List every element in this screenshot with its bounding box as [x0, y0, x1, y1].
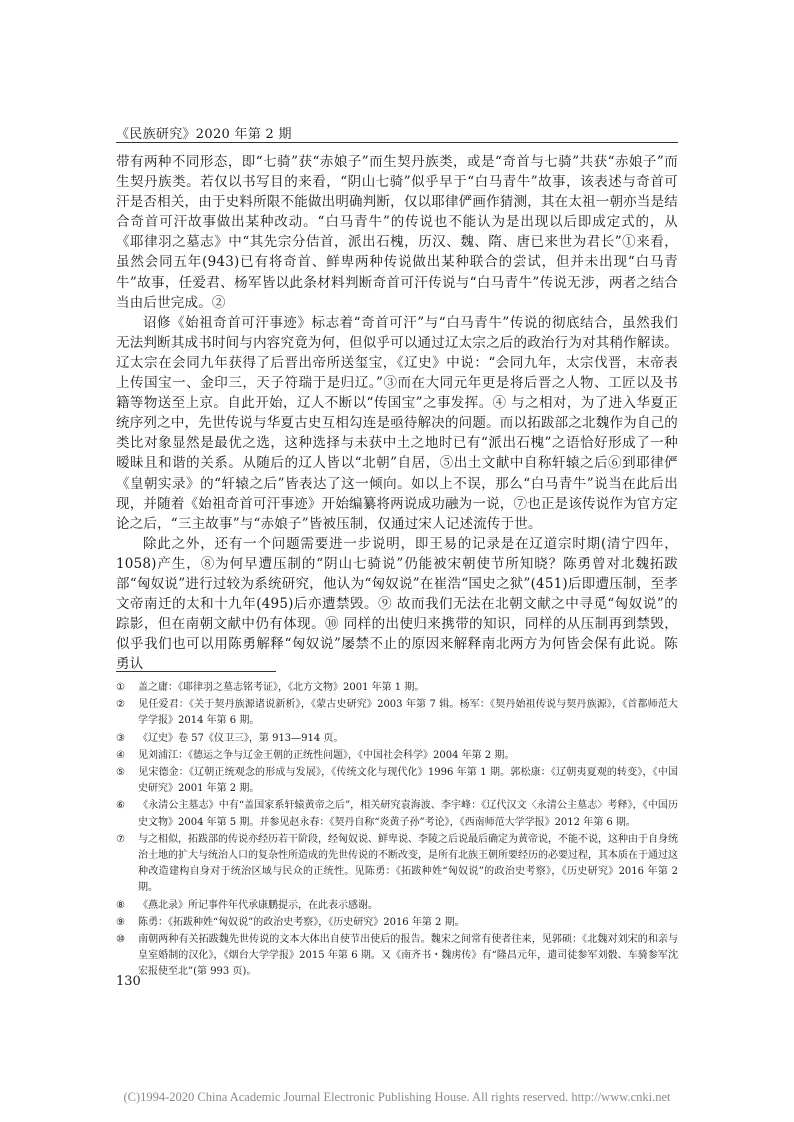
footnote [116, 731, 678, 747]
footnote-rule [116, 671, 276, 672]
footnote [116, 832, 678, 897]
footnote-mark: ④ [116, 749, 125, 761]
body-paragraph-2: 诏修《始祖奇首可汗事迹》标志着“奇首可汗”与“白马青牛”传说的彻底结合，虽然我们无法判断其成书时间与内容究竟为何，但似乎可以通过辽太宗之后的政治行为对其稍作解读。辽太宗在会同九年获得了后晋出帝所送玺宝，《辽史》中说：“会同九年，太宗伐晋，末帝表上传国宝一、金印三，天子符瑞于是归辽。”③而在大同元年更是将后晋之人物、工匠以及书籍等物送至上京。自此开始，辽人不断以“传国宝”之事发挥。④ 与之相对，为了进入华夏正统序列之中，先世传说与华夏古史互相勾连是亟待解决的问题。而以拓跋部之北魏作为自己的类比对象显然是最优之选，这种选择与未获中土之地时已有“派出石槐”之语恰好形成了一种暧昧且和谐的关系。从随后的辽人皆以“北朝”自居，⑤出土文献中自称轩辕之后⑥到耶律俨《皇朝实录》的“轩辕之后”皆表达了这一倾向。如以上不误，那么“白马青牛”说当在此后出现，并随着《始祖奇首可汗事迹》开始编纂将两说成功融为一说，⑦也正是该传说作为官方定论之后，“三主故事”与“赤娘子”皆被压制，仅通过宋人记述流传于世。 [116, 314, 678, 532]
body-text [116, 152, 678, 674]
footnote-text: 《辽史》卷 57《仪卫三》，第 913—914 页。 [138, 732, 344, 744]
footnote-text: 见任爱君：《关于契丹族源诸说新析》，《蒙古史研究》2003 年第 7 辑。杨军：《契丹始祖传说与契丹族源》，《首都师范大学学报》2014 年第 6 期。 [138, 699, 678, 727]
footnote-mark: ① [116, 682, 125, 693]
footnote [116, 748, 678, 764]
footnote-text: 盖之庸：《耶律羽之墓志铭考证》，《北方文物》2001 年第 1 期。 [138, 682, 425, 693]
footnote [116, 765, 678, 797]
body-paragraph-3: 除此之外，还有一个问题需要进一步说明，即王易的记录是在辽道宗时期(清宁四年，1058)产生，⑧为何早遭压制的“阴山七骑说”仍能被宋朝使节所知晓？陈勇曾对北魏拓跋部“匈奴说”进行过较为系统研究，他认为“匈奴说”在崔浩“国史之狱”(451)后即遭压制，至孝文帝南迁的太和十九年(495)后亦遭禁毁。⑨ 故而我们无法在北朝文献之中寻觅“匈奴说”的踪影，但在南朝文献中仍有体现。⑩ 同样的出使归来携带的知识，同样的从压制再到禁毁，似乎我们也可以用陈勇解释“匈奴说”屡禁不止的原因来解释南北两方为何皆会保有此说。陈勇认 [116, 535, 678, 673]
header-rule [116, 142, 678, 143]
copyright-notice: (C)1994-2020 China Academic Journal Electronic Publishing House. All rights reserved. http://www.cnki.net [123, 1090, 671, 1104]
body-paragraph-1: 带有两种不同形态，即“七骑”获“赤娘子”而生契丹族类，或是“奇首与七骑”共获“赤娘子”而生契丹族类。若仅以书写目的来看，“阴山七骑”似乎早于“白马青牛”故事，该表述与奇首可汗是否相关，由于史料所限不能做出明确判断，仅以耶律俨画作猜测，其在太祖一朝亦当是结合奇首可汗故事做出某种改动。“白马青牛”的传说也不能认为是出现以后即成定式的，从《耶律羽之墓志》中“其先宗分佶首，派出石槐，历汉、魏、隋、唐已来世为君长”①来看，虽然会同五年(943)已有将奇首、鲜卑两种传说做出某种联合的尝试，但并未出现“白马青牛”故事，任爱君、杨军皆以此条材料判断奇首可汗传说与“白马青牛”传说无涉，两者之结合当由后世完成。② [116, 154, 678, 311]
footnote [116, 798, 678, 830]
footnote-mark: ⑦ [116, 833, 125, 845]
footnotes [116, 680, 678, 982]
footnote-text: 见刘浦江：《德运之争与辽金王朝的正统性问题》，《中国社会科学》2004 年第 2 期。 [138, 749, 515, 761]
footnote [116, 932, 678, 981]
footnote-mark: ⑥ [116, 800, 125, 812]
footnote-text: 南朝两种有关拓跋魏先世传说的文本大体出自使节出使后的报告。魏宋之间常有使者往来，见郭硕：《北魏对刘宋的和亲与皇室婚制的汉化》，《烟台大学学报》2015 年第 6 期。又《南齐书・魏虏传》有“隆昌元年，遣司徒参军刘骰、车骑参军沈宏报使至北”(第 993 页)。 [138, 934, 678, 978]
footnote-mark: ③ [116, 732, 125, 744]
footnote-mark: ⑤ [116, 767, 125, 779]
footnote-text: 与之相似，拓跋部的传说亦经历若干阶段，经匈奴说、鲜卑说、李陵之后说最后确定为黄帝说，不能不说，这种由于自身统治土地的扩大与统治人口的复杂性所造成的先世传说的不断改变，是所有北族王朝所要经历的必要过程，其本质在于通过这种改造建构自身对于统治区域与民众的正统性。见陈勇：《拓跋种姓“匈奴说”的政治史考察》，《历史研究》2016 年第 2 期。 [138, 833, 678, 894]
footnote-mark: ⑨ [116, 916, 125, 928]
footnote [116, 697, 678, 729]
footnote [116, 898, 678, 914]
footnote-mark: ⑩ [116, 934, 125, 946]
page-number: 130 [116, 974, 141, 989]
footnote-mark: ⑧ [116, 899, 125, 911]
footnote-mark: ② [116, 699, 125, 711]
running-head: 《民族研究》2020 年第 2 期 [116, 127, 292, 142]
footnote-text: 陈勇：《拓跋种姓“匈奴说”的政治史考察》，《历史研究》2016 年第 2 期。 [138, 916, 465, 928]
footnote-text: 《燕北录》所记事件年代承康鹏提示，在此表示感谢。 [138, 899, 378, 911]
footnote-text: 《永清公主墓志》中有“盖国家系轩辕黄帝之后”，相关研究袁海波、李宇峰：《辽代汉文〈永清公主墓志〉考释》，《中国历史文物》2004 年第 5 期。并参见赵永春：《契丹自称“炎黄子孙”考论》，《西南师范大学学报》2012 年第 6 期。 [138, 800, 678, 828]
footnote [116, 915, 678, 931]
footnote [116, 680, 678, 696]
footnote-text: 见宋德金：《辽朝正统观念的形成与发展》，《传统文化与现代化》1996 年第 1 期。郭松康：《辽朝夷夏观的转变》，《中国史研究》2001 年第 2 期。 [138, 767, 678, 795]
